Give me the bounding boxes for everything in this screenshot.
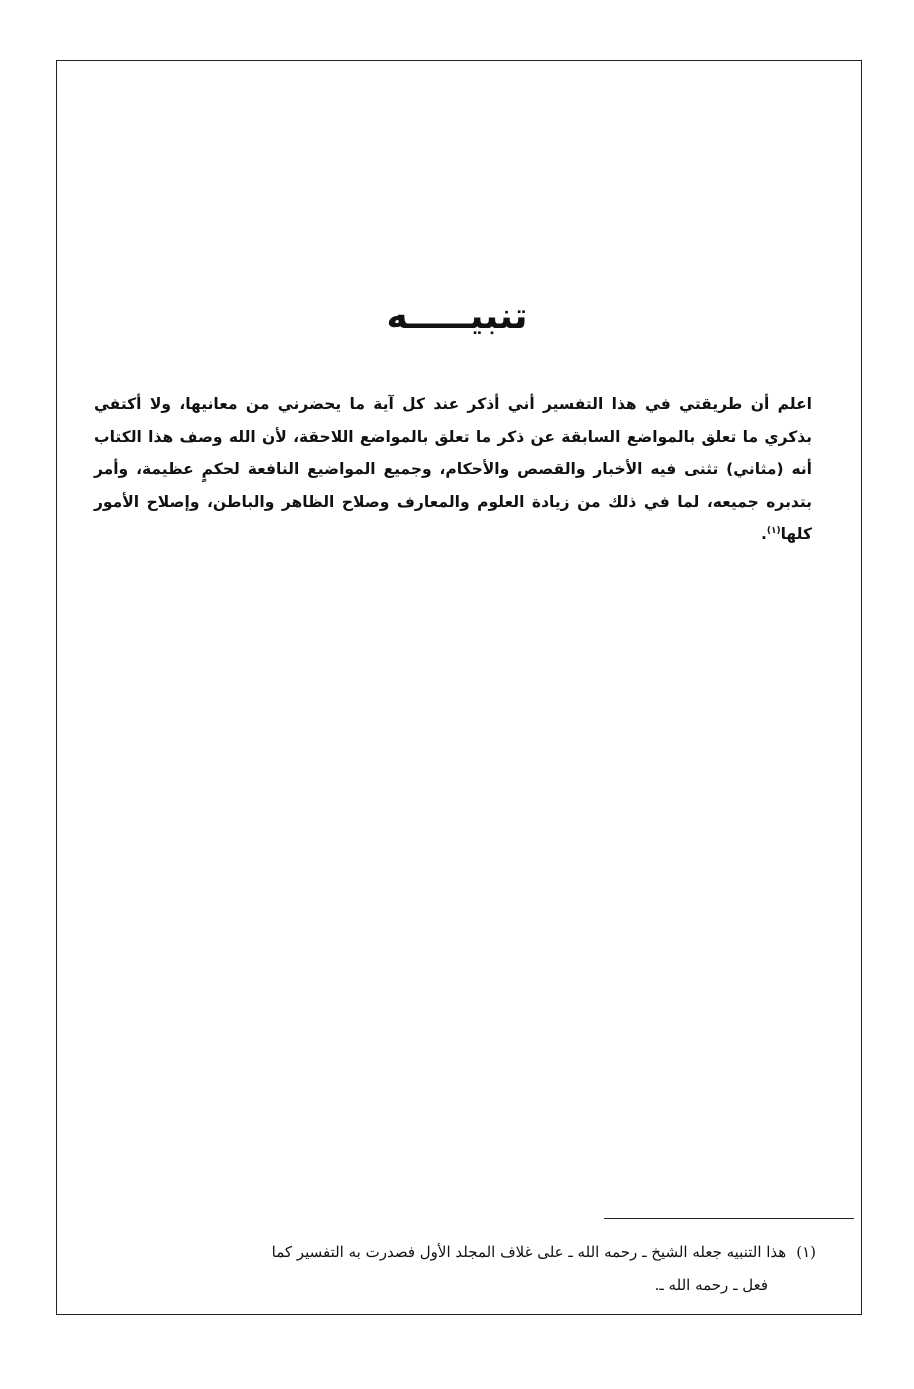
footnote-line-2: فعل ـ رحمه الله ـ. xyxy=(654,1276,768,1294)
footnote-separator xyxy=(604,1218,854,1219)
page-heading: تنبيـــــه xyxy=(386,296,528,337)
body-end-punctuation: . xyxy=(760,525,767,543)
footnote-line-1: هذا التنبيه جعله الشيخ ـ رحمه الله ـ على غلاف المجلد الأول فصدرت به التفسير كما xyxy=(271,1243,787,1261)
page-border xyxy=(56,60,862,1315)
footnote xyxy=(96,1236,816,1302)
body-text: اعلم أن طريقتي في هذا التفسير أني أذكر عند كل آية ما يحضرني من معانيها، ولا أكتفي بذكري ما تعلق بالمواضع السابقة عن ذكر ما تعلق بالمواضع اللاحقة، لأن الله وصف هذا الكتاب أنه (مثاني) تثنى فيه الأخبار والقصص والأحكام، وجميع المواضيع النافعة لحكمٍ عظيمة، وأمر بتدبره جميعه، لما في ذلك من زيادة العلوم والمعارف وصلاح الظاهر والباطن، وإصلاح الأمور كلها xyxy=(94,395,812,543)
footnote-marker: (١) xyxy=(796,1243,816,1261)
footnote-reference: (١) xyxy=(766,525,781,536)
body-paragraph xyxy=(94,388,812,551)
